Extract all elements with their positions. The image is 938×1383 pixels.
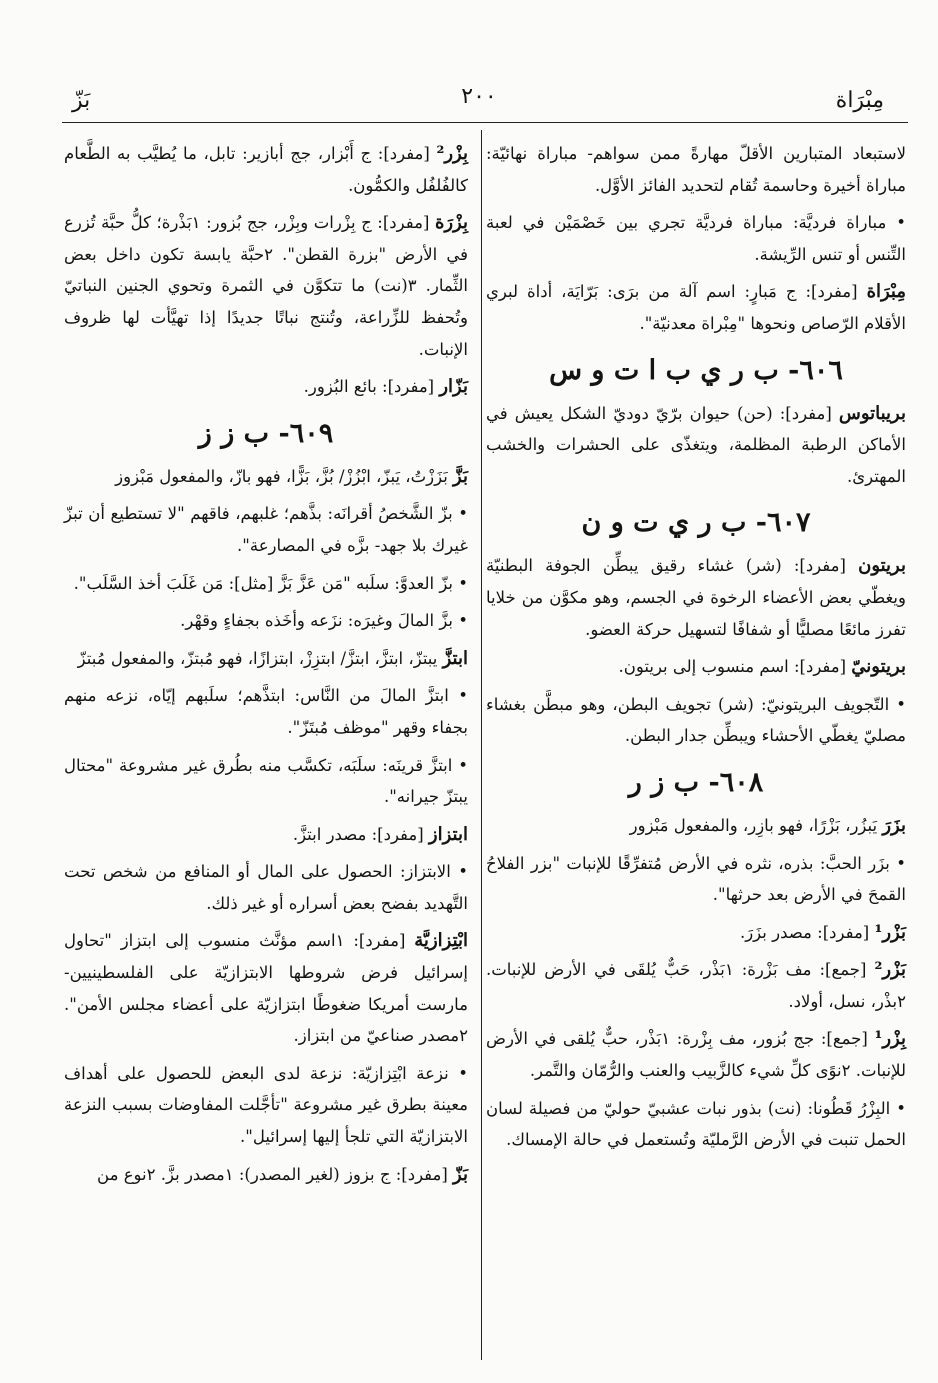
headword: بِزْرَة [434, 212, 469, 234]
headword: بَزّار [439, 376, 468, 398]
entry-paragraph: • مباراة فرديَّة: مباراة فرديَّة تجري بين خَصْمَيْن في لعبة التِّنس أو تنس الرِّيشة. [486, 213, 906, 264]
headword: بَزَّ [453, 465, 468, 487]
entry-paragraph: بَزّار [مفرد]: بائع البُزور. [303, 376, 468, 398]
entry-paragraph: • بزَر الحبَّ: بذره، نثره في الأرض مُتفرِّقًا للإنبات "بزر الفلاحُ القمحَ في الأرض بعد حرثها". [486, 853, 906, 905]
entry-paragraph: ابتزَّ يبتزّ، ابتزَّ، ابتزَّ/ ابتزِزْ، ابتزازًا، فهو مُبتزّ، والمفعول مُبتزّ [77, 647, 468, 669]
entry-paragraph: بِزْر¹ [جمع]: جج بُزور، مف بِزْرة: ١بَذْر، حبٌّ يُلقى في الأرض للإنبات. ٢نوًى كلِّ شيء كالزَّبيب والعنب والرُّمّان والتَّمر. [486, 1028, 906, 1081]
entry-paragraph: • ابتزَّ المالَ من النَّاس: ابتذَّهم؛ سلَبهم إيّاه، نزعه منهم بجفاء وقهر "موظف مُبتَزّ". [64, 686, 468, 737]
entry-paragraph: • بزَّ المالَ وغيرَه: نزَعه وأخَذه بجفاءٍ وقهْر. [180, 611, 468, 631]
section-heading: ٦٠٦- ب ر ي ب ا ت و س [549, 354, 843, 386]
entry-paragraph: • بزّ العدوَّ: سلَبه "مَن عَزَّ بَزَّ [مثل]: مَن غَلَبَ أخذ السَّلَب". [73, 573, 468, 593]
page-header [60, 84, 898, 118]
entry-paragraph: بريباتوس [مفرد]: (حن) حيوان برّيّ دوديّ الشكل يعيش في الأماكن الرطبة المظلمة، ويتغذّى على الحشرات والخشب المهترئ. [486, 402, 906, 486]
headword: بَزْر¹ [874, 921, 906, 943]
entry-paragraph: بِزْر² [مفرد]: ج أَبْزار، جج أبازير: تابل، ما يُطيَّب به الطَّعام كالفُلفُل والكمُّون. [64, 143, 468, 195]
entry-paragraph: لاستبعاد المتبارين الأقلّ مهارةً ممن سواهم- مباراة نهائيّة: مباراة أخيرة وحاسمة تُقام لتحديد الفائز الأوَّل. [486, 144, 906, 195]
right-column [486, 138, 906, 1162]
headword: بريتونيّ [851, 656, 906, 678]
right-guide-word: مِبْرَاة [835, 88, 884, 113]
entry-paragraph: ابْتِزازيَّة [مفرد]: ١اسم مؤنَّث منسوب إلى ابتزاز "تحاول إسرائيل فرض شروطها الابتزازيّة على الفلسطينيين- مارست أمريكا ضغوطًا ابتزازيّة على أعضاء مجلس الأمن". ٢مصدر صناعيّ من ابتزاز. [64, 930, 469, 1046]
header-rule [62, 122, 908, 123]
headword: بَزْر² [874, 959, 906, 981]
headword: ابْتِزازيَّة [414, 930, 469, 952]
section-heading: ٦٠٧- ب ر ي ت و ن [581, 507, 811, 539]
entry-paragraph: مِبْرَاة [مفرد]: ج مَبارٍ: اسم آلة من برَى: بَرّايَة، أداة لبري الأقلام الرّصاص ونحوها "مِبْراة معدنيّة". [486, 281, 906, 333]
entry-paragraph: • البِزْرُ قَطُونا: (نت) بذور نبات عشبيّ حوليّ من فصيلة لسان الحمل تنبت في الأرض الرَّمليّة وتُستعمل في حالة الإمساك. [486, 1098, 906, 1150]
headword: بريتون [858, 555, 906, 577]
column-divider [481, 130, 482, 1360]
section-heading: ٦٠٩- ب ز ز [198, 417, 334, 449]
entry-paragraph: • الابتزاز: الحصول على المال أو المنافع من شخص تحت التَّهديد بفضح بعض أسراره أو غير ذلك. [64, 862, 468, 913]
entry-paragraph: بَزْر² [جمع]: مف بَزْرة: ١بَذْر، حَبٌّ يُلقَى في الأرض للإنبات. ٢بذْر، نسل، أولاد. [486, 959, 906, 1011]
headword: بَزّ [453, 1163, 468, 1185]
entry-paragraph: ابتزاز [مفرد]: مصدر ابتزَّ. [292, 823, 468, 845]
headword: ابتزاز [428, 823, 468, 845]
entry-paragraph: بَزّ [مفرد]: ج بزوز (لغير المصدر): ١مصدر بزَّ. ٢نوع من [97, 1163, 468, 1185]
entry-paragraph: بَزَّ بَزَزْتُ، يَبزّ، ابْزُزْ/ بُزَّ، بَزًّا، فهو بازّ، والمفعول مَبْزوز [115, 465, 468, 487]
entry-paragraph: بريتون [مفرد]: (شر) غشاء رقيق يبطِّن الجوفة البطنيّة ويغطّي بعض الأعضاء الرخوة في الجسم، وهو مكوَّن من خلايا تفرز مائعًا مصليًّا أو شفافًا لتسهيل حركة العضو. [486, 555, 906, 639]
headword: بِزْر¹ [874, 1028, 906, 1050]
headword: مِبْرَاة [866, 281, 906, 303]
headword: بزَرَ [882, 814, 906, 836]
entry-paragraph: • ابتزَّ قرينَه: سلَبَه، تكسَّب منه بطُرق غير مشروعة "محتال يبتزّ جيرانه". [64, 755, 468, 807]
headword: ابتزَّ [442, 647, 468, 669]
page-number: ٢٠٠ [461, 84, 497, 109]
headword: بريباتوس [838, 402, 906, 424]
section-heading: ٦٠٨- ب ز ر [628, 766, 764, 798]
entry-paragraph: • نزعة ابْتِزازيّة: نزعة لدى البعض للحصول على أهداف معينة بطرق غير مشروعة "تأجَّلت المفاوضات بسبب النزعة الابتزازيّة التي تلجأ إليها إسرائيل". [64, 1063, 468, 1147]
left-guide-word: بَزّ [72, 88, 91, 113]
entry-paragraph: • بزّ الشَّخصُ أقرانَه: بذَّهم؛ غلبهم، فاقهم "لا تستطيع أن تبزّ غيرك بلا جهد- بزَّه في المصارعة". [64, 504, 468, 555]
entry-paragraph: بريتونيّ [مفرد]: اسم منسوب إلى بريتون. [618, 656, 906, 678]
entry-paragraph: بزَرَ يَبزُر، بَزْرًا، فهو بازِر، والمفعول مَبْزور [629, 814, 906, 836]
left-column [64, 138, 468, 1196]
entry-paragraph: بَزْر¹ [مفرد]: مصدر بزَرَ. [739, 921, 906, 943]
headword: بِزْر² [436, 143, 468, 164]
entry-paragraph: • التّجويف البريتونيّ: (شر) تجويف البطن، وهو مبطَّن بغشاء مصليّ يغطّي الأحشاء ويبطِّن جدار البطن. [486, 694, 906, 746]
entry-paragraph: بِزْرَة [مفرد]: ج بِزْرات وبِزْر، جج بُزور: ١بَذْرة؛ كلُّ حبَّة تُزرع في الأرض "بزرة القطن". ٢حبَّة يابسة تكون داخل بعض الثِّمار. ٣(نت) ما تتكوَّن في الثمرة وتحوي الجنين النباتيّ وتُحفظ للزِّراعة، وتُنتج نباتًا جديدًا إذا تهيَّأت لها ظروف الإنبات. [64, 212, 469, 359]
